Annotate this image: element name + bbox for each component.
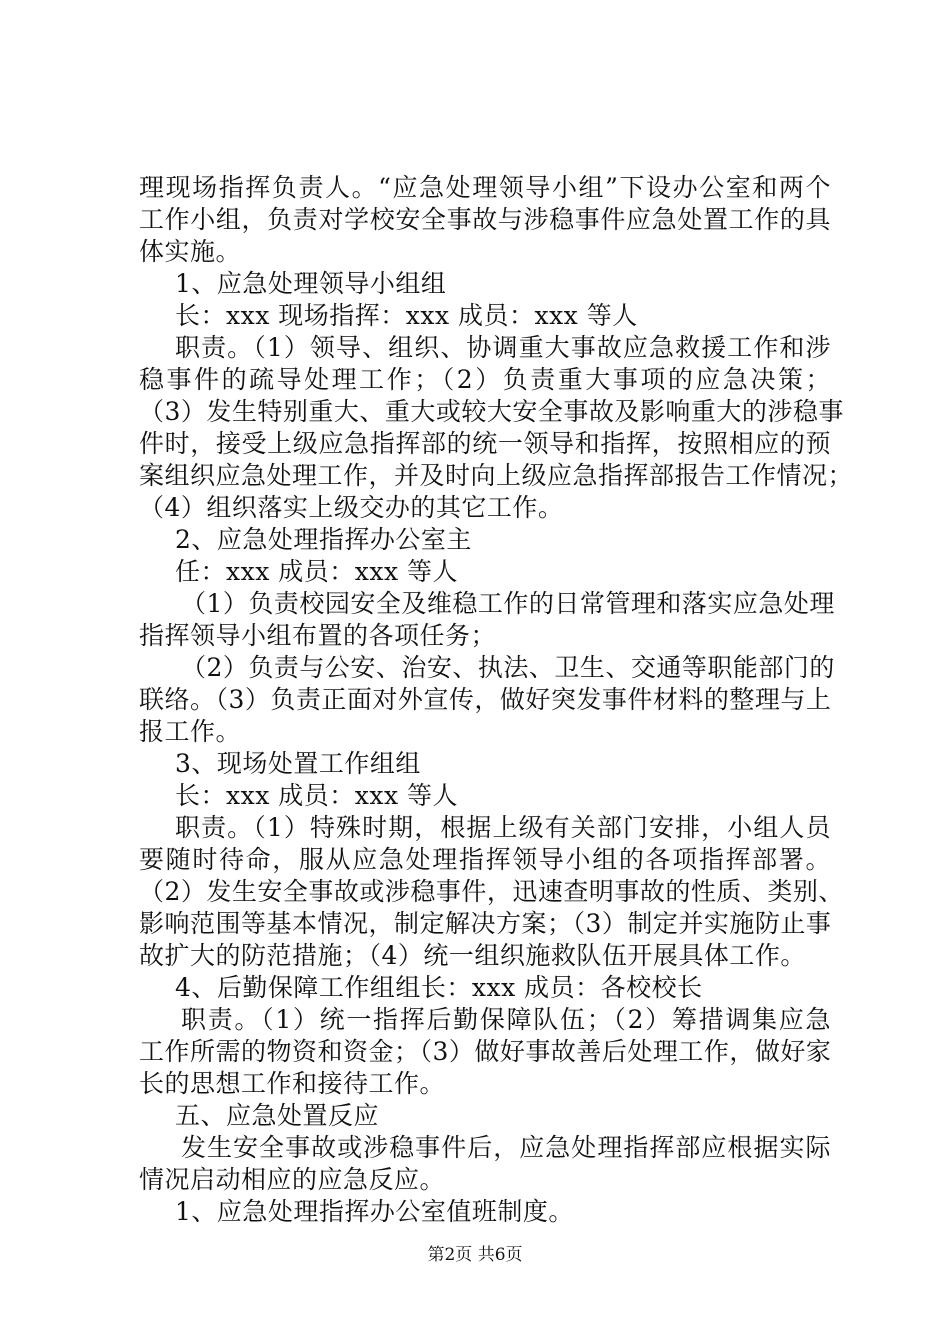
section-heading-line: 2、应急处理指挥办公室主 <box>175 525 472 554</box>
page-number-label: 第2页 共6页 <box>427 1245 523 1265</box>
section-heading-line: 1、应急处理领导小组组 <box>175 269 447 298</box>
paragraph-line: 长：xxx 成员：xxx 等人 <box>175 781 458 810</box>
paragraph-line: 工作所需的物资和资金；（3）做好事故善后处理工作，做好家 <box>139 1037 832 1066</box>
section-heading-line: 3、现场处置工作组组 <box>175 749 421 778</box>
paragraph-line: （2）发生安全事故或涉稳事件，迅速查明事故的性质、类别、 <box>139 877 844 906</box>
paragraph-line: 理现场指挥负责人。“应急处理领导小组”下设办公室和两个 <box>139 173 831 202</box>
paragraph-line: 影响范围等基本情况，制定解决方案；（3）制定并实施防止事 <box>139 909 832 938</box>
page-footer <box>0 1244 950 1266</box>
paragraph-line: 情况启动相应的应急反应。 <box>139 1165 446 1194</box>
paragraph-line: 工作小组，负责对学校安全事故与涉稳事件应急处置工作的具 <box>139 205 831 234</box>
paragraph-line: 稳事件的疏导处理工作；（2）负责重大事项的应急决策； <box>139 365 831 394</box>
paragraph-line: （2）负责与公安、治安、执法、卫生、交通等职能部门的 <box>181 653 835 682</box>
paragraph-line: 职责。（1）领导、组织、协调重大事故应急救援工作和涉 <box>175 333 831 362</box>
section-heading-line: 4、后勤保障工作组组长：xxx 成员：各校校长 <box>175 973 703 1002</box>
paragraph-line: 长的思想工作和接待工作。 <box>139 1069 446 1098</box>
paragraph-line: 联络。（3）负责正面对外宣传，做好突发事件材料的整理与上 <box>139 685 832 714</box>
paragraph-line: 故扩大的防范措施；（4）统一组织施救队伍开展具体工作。 <box>139 941 806 970</box>
paragraph-line: 职责。（1）特殊时期，根据上级有关部门安排，小组人员 <box>175 813 831 842</box>
document-body <box>139 172 854 1228</box>
paragraph-line: 职责。（1）统一指挥后勤保障队伍；（2）筹措调集应急 <box>181 1005 831 1034</box>
paragraph-line: 体实施。 <box>139 237 242 266</box>
paragraph-line: 发生安全事故或涉稳事件后，应急处理指挥部应根据实际 <box>181 1133 831 1162</box>
paragraph-line: 要随时待命，服从应急处理指挥领导小组的各项指挥部署。 <box>139 845 831 874</box>
paragraph-line: 件时，接受上级应急指挥部的统一领导和指挥，按照相应的预 <box>139 429 831 458</box>
paragraph-line: 长：xxx 现场指挥：xxx 成员：xxx 等人 <box>175 301 638 330</box>
paragraph-line: 任：xxx 成员：xxx 等人 <box>175 557 458 586</box>
paragraph-line: （4）组织落实上级交办的其它工作。 <box>139 493 564 522</box>
paragraph-line: 报工作。 <box>139 717 242 746</box>
section-heading-line: 1、应急处理指挥办公室值班制度。 <box>175 1197 574 1226</box>
paragraph-line: 案组织应急处理工作，并及时向上级应急指挥部报告工作情况； <box>139 461 854 490</box>
section-heading-line: 五、应急处置反应 <box>175 1101 380 1130</box>
paragraph-line: （1）负责校园安全及维稳工作的日常管理和落实应急处理 <box>181 589 835 618</box>
paragraph-line: （3）发生特别重大、重大或较大安全事故及影响重大的涉稳事 <box>139 397 844 426</box>
paragraph-line: 指挥领导小组布置的各项任务； <box>139 621 497 650</box>
